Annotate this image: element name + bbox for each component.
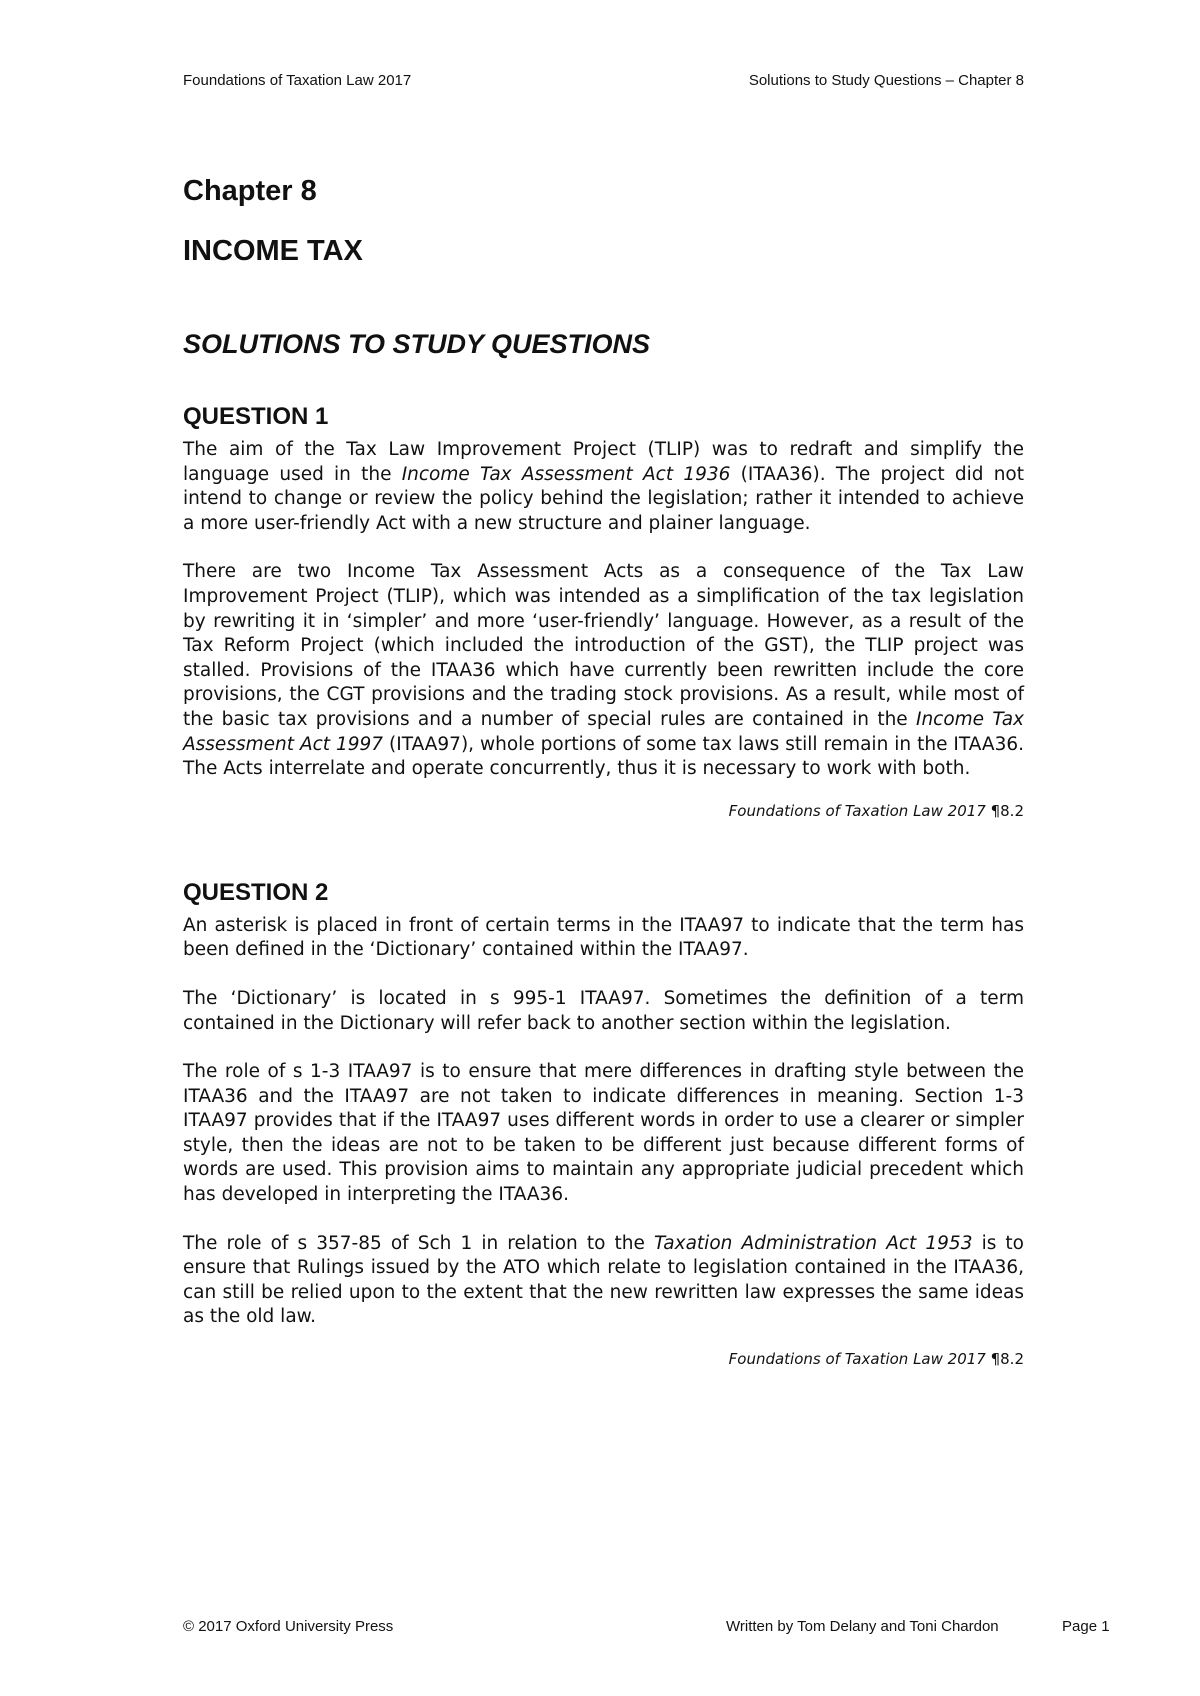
footer-copyright: © 2017 Oxford University Press (183, 1618, 394, 1635)
footer-page-number: Page 1 (1062, 1618, 1110, 1635)
source-ref: ¶8.2 (985, 1350, 1024, 1369)
act-title: Income Tax Assessment Act 1997 (183, 708, 1024, 755)
paragraph-text: The role of s 357-85 of Sch 1 in relation to the (183, 1232, 654, 1254)
paragraph-text: The aim of the Tax Law Improvement Project (TLIP) was to redraft and simplify the language used in the (183, 439, 1024, 485)
section-title: SOLUTIONS TO STUDY QUESTIONS (183, 329, 651, 359)
footer-authors: Written by Tom Delany and Toni Chardon (726, 1618, 999, 1635)
source-title: Foundations of Taxation Law 2017 (728, 1350, 986, 1369)
question-2-paragraph (183, 1232, 1024, 1330)
question-1-source (183, 802, 1024, 820)
chapter-title: INCOME TAX (183, 235, 363, 267)
chapter-number: Chapter 8 (183, 175, 317, 207)
paragraph-text: There are two Income Tax Assessment Acts as a consequence of the Tax Law Improvement Project (TLIP), which was intended as a simplification of the tax legislation by rewriting it in ‘simpler’ and more ‘user-friendly’ language. However, as a result of the Tax Reform Project (which included the introduction of the GST), the TLIP project was stalled. Provisions of the ITAA36 which have currently been rewritten include the core provisions, the CGT provisions and the trading stock provisions. As a result, while most of the basic tax provisions and a number of special rules are contained in the (183, 561, 1024, 730)
question-2-paragraph (183, 914, 1024, 963)
source-ref: ¶8.2 (985, 801, 1024, 820)
act-title: Income Tax Assessment Act 1936 (401, 463, 731, 485)
question-2-paragraph (183, 1060, 1024, 1208)
paragraph-text: (ITAA36). The project did not intend to change or review the policy behind the legislation; rather it intended to achieve a more user-friendly Act with a new structure and plainer language. (183, 463, 1025, 534)
question-2-source (183, 1350, 1024, 1368)
question-1-paragraph (183, 560, 1024, 781)
header-book-title: Foundations of Taxation Law 2017 (183, 72, 412, 89)
paragraph-text: An asterisk is placed in front of certain terms in the ITAA97 to indicate that the term has been defined in the ‘Dictionary’ contained within the ITAA97. (183, 914, 1024, 961)
paragraph-text: (ITAA97), whole portions of some tax laws still remain in the ITAA36. The Acts interrelate and operate concurrently, thus it is necessary to work with both. (183, 733, 1024, 780)
question-1-heading: QUESTION 1 (183, 403, 329, 430)
header-section-title: Solutions to Study Questions – Chapter 8 (748, 72, 1024, 89)
act-title: Taxation Administration Act 1953 (653, 1232, 973, 1254)
source-title: Foundations of Taxation Law 2017 (728, 801, 986, 820)
question-2-paragraph (183, 987, 1024, 1036)
paragraph-text: The role of s 1-3 ITAA97 is to ensure that mere differences in drafting style between the ITAA36 and the ITAA97 are not taken to indicate differences in meaning. Section 1-3 ITAA97 provides that if the ITAA97 uses different words in order to use a clearer or simpler style, then the ideas are not to be taken to be different just because different forms of words are used. This provision aims to maintain any appropriate judicial precedent which has developed in interpreting the ITAA36. (183, 1061, 1024, 1206)
question-2-heading: QUESTION 2 (183, 878, 329, 906)
question-1-paragraph (183, 438, 1024, 536)
paragraph-text: is to ensure that Rulings issued by the ATO which relate to legislation contained in the ITAA36, can still be relied upon to the extent that the new rewritten law expresses the same ideas as the old law. (183, 1232, 1024, 1328)
page-content (183, 168, 1024, 1368)
paragraph-text: The ‘Dictionary’ is located in s 995-1 ITAA97. Sometimes the definition of a term contained in the Dictionary will refer back to another section within the legislation. (183, 987, 1024, 1034)
